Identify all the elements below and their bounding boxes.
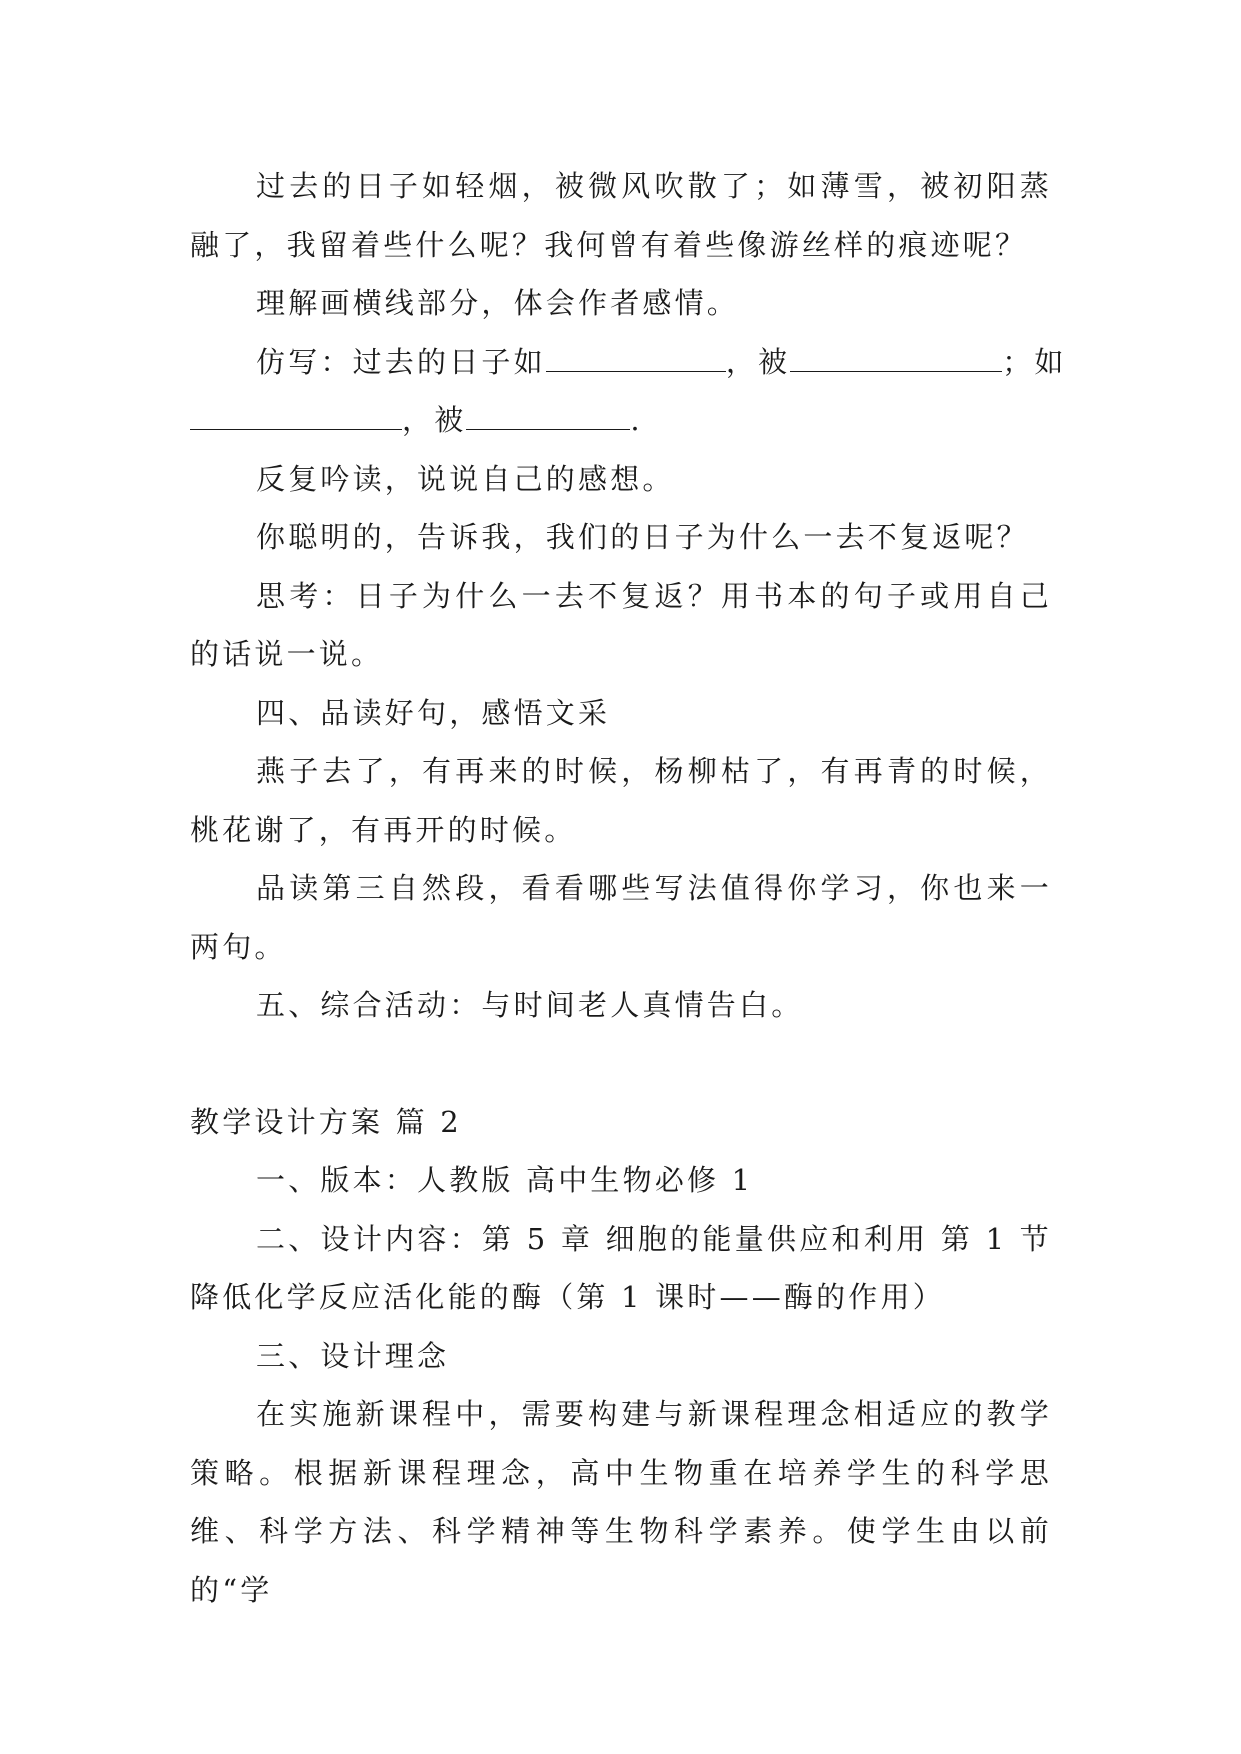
section-heading-4: 四、品读好句，感悟文采	[256, 695, 611, 730]
paragraph-think: 思考：日子为什么一去不复返？用书本的句子或用自己的话说一说。	[190, 578, 1052, 671]
document-body	[190, 157, 1067, 1619]
paragraph-version: 一、版本：人教版 高中生物必修 1	[256, 1163, 754, 1197]
document-heading-2: 教学设计方案 篇 2	[190, 1104, 462, 1139]
imitation-text-e: .	[630, 403, 643, 437]
paragraph-quote: 过去的日子如轻烟，被微风吹散了；如薄雪，被初阳蒸融了，我留着些什么呢？我何曾有着些像游丝样的痕迹呢？	[190, 169, 1052, 262]
imitation-text-c: ；如	[1002, 344, 1067, 379]
paragraph-imitation-writing-cont	[190, 391, 1052, 450]
paragraph-imitation-writing	[190, 333, 1067, 392]
paragraph-design-content: 二、设计内容：第 5 章 细胞的能量供应和利用 第 1 节降低化学反应活化能的酶（第 1 课时——酶的作用）	[190, 1221, 1052, 1314]
imitation-text-a: 仿写：过去的日子如	[256, 344, 546, 379]
blank-line-2	[790, 339, 1002, 372]
imitation-text-b: ，被	[725, 344, 791, 379]
section-gap	[190, 1035, 1052, 1093]
paragraph-reading: 反复吟读，说说自己的感想。	[256, 461, 675, 496]
imitation-text-d: ，被	[402, 403, 467, 437]
paragraph-task-understand: 理解画横线部分，体会作者感情。	[256, 286, 740, 320]
blank-line-3	[190, 397, 402, 430]
paragraph-new-curriculum: 在实施新课程中，需要构建与新课程理念相适应的教学策略。根据新课程理念，高中生物重在培养学生的科学思维、科学方法、科学精神等生物科学素养。使学生由以前的“学	[190, 1397, 1052, 1607]
paragraph-swallow-quote: 燕子去了，有再来的时候，杨柳枯了，有再青的时候，桃花谢了，有再开的时候。	[190, 754, 1052, 847]
paragraph-study: 品读第三自然段，看看哪些写法值得你学习，你也来一两句。	[190, 871, 1052, 964]
paragraph-question: 你聪明的，告诉我，我们的日子为什么一去不复返呢？	[256, 520, 1029, 554]
paragraph-design-concept: 三、设计理念	[256, 1338, 450, 1373]
section-heading-5: 五、综合活动：与时间老人真情告白。	[256, 988, 804, 1022]
blank-line-1	[546, 339, 726, 372]
blank-line-4	[466, 397, 630, 430]
